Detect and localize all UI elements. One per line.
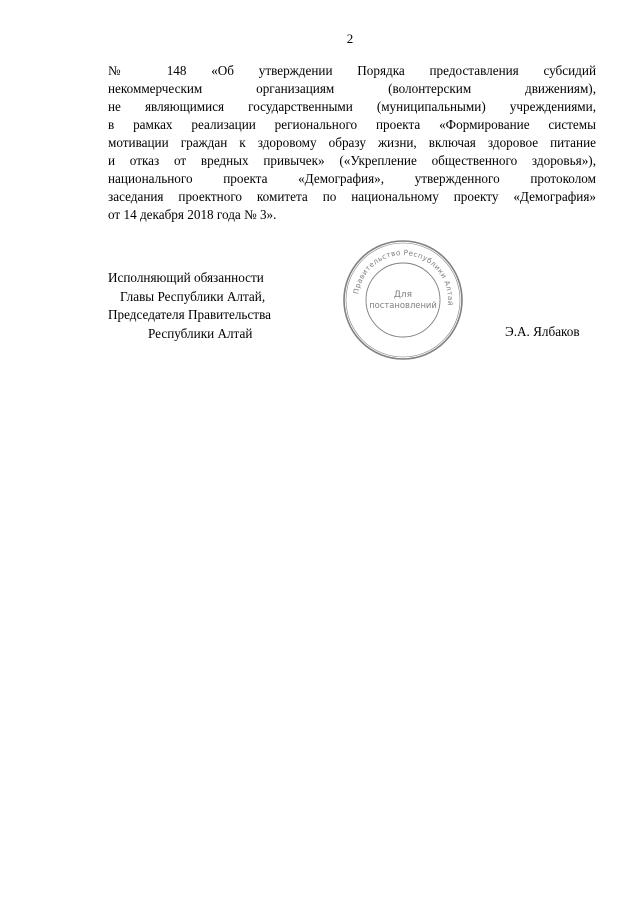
body-line: в рамках реализации регионального проекта «Формирование системы xyxy=(108,117,596,132)
official-seal-stamp xyxy=(340,237,466,363)
body-line: и отказ от вредных привычек» («Укрепление общественного здоровья»), xyxy=(108,153,596,168)
body-line: национального проекта «Демография», утвержденного протоколом xyxy=(108,171,596,186)
seal-ring-text: Правительство Республики Алтай xyxy=(351,247,456,307)
seal-center-line: Для xyxy=(393,290,413,300)
body-line: мотивации граждан к здоровому образу жизни, включая здоровое питание xyxy=(108,135,596,150)
body-line: не являющимися государственными (муниципальными) учреждениями, xyxy=(108,99,596,114)
signatory-title xyxy=(108,269,308,343)
signatory-line: Исполняющий обязанности xyxy=(108,270,264,285)
signer-name: Э.А. Ялбаков xyxy=(505,324,580,339)
signatory-line: Председателя Правительства xyxy=(108,307,271,322)
seal-center-line: постановлений xyxy=(369,300,437,310)
signatory-line: Главы Республики Алтай, xyxy=(120,288,266,304)
page-number: 2 xyxy=(346,31,354,46)
signatory-line: Республики Алтай xyxy=(148,325,253,341)
body-paragraph xyxy=(108,62,596,224)
body-line: от 14 декабря 2018 года № 3». xyxy=(108,207,277,222)
body-line: некоммерческим организациям (волонтерским движениям), xyxy=(108,81,596,96)
body-line: заседания проектного комитета по национальному проекту «Демография» xyxy=(108,189,596,204)
body-line: № 148 «Об утверждении Порядка предоставления субсидий xyxy=(108,63,596,78)
